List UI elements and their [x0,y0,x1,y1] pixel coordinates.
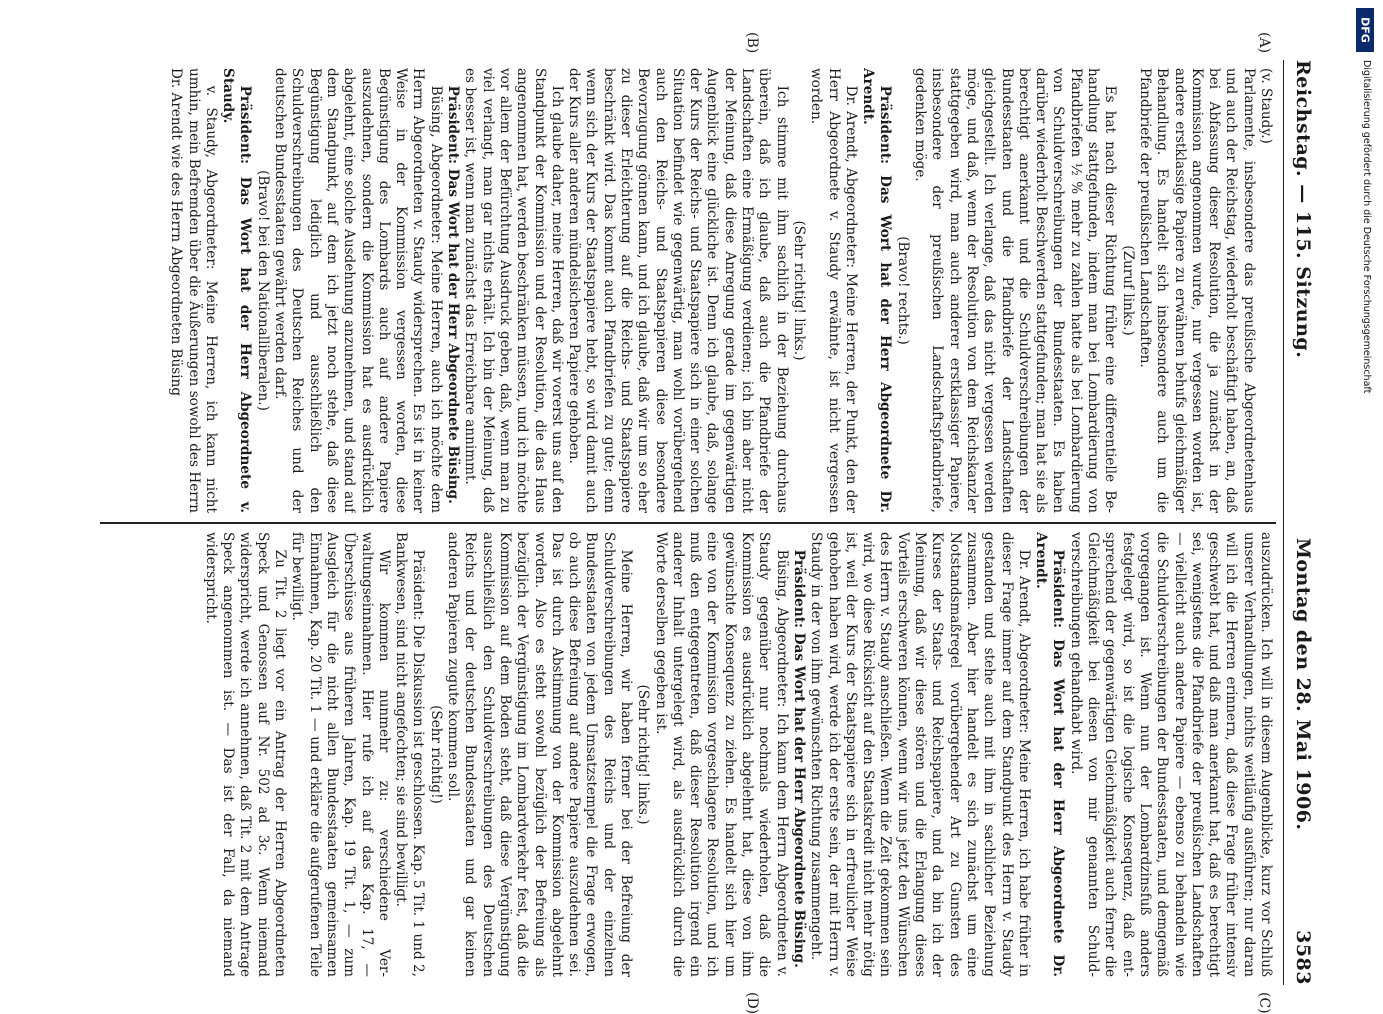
interjection: (Sehr richtig! links.) [635,684,652,825]
speech-paragraph: v. Staudy, Abgeordneter: Meine Herren, ich kann nicht umhin, mein Befremden über die Äußerungen sowohl des Herrn Dr. Arendt wie des Herrn Abgeordneten Büsing [168,68,219,513]
header-left: Reichstag. — 115. Sitzung. [1292,60,1314,359]
header-right [1292,538,1314,985]
margin-mark-d: (D) [744,992,760,1014]
president-remark: Präsident: Das Wort hat der Herr Abgeordnete Dr. Arendt. [1033,532,1067,977]
paragraph: Wir kommen nunmehr zu: verschiedene Verwaltungseinnahmen. Hier rufe ich auf das Kap. 17, — Überschüsse aus früheren Jahren, Kap. 19 Tit. 1, — zum Ausgleich für die nicht allen Bundesstaaten gemeinsamen Einnahmen, Kap. 20 Tit. 1 — und erkläre die aufgerufenen Teile für bewilligt. [289,532,392,977]
paragraph: Ich stimme mit ihm sachlich in der Beziehung durchaus überein, daß ich glaube, daß auch die Pfandbriefe der Landschaften eine Ermäßigung verdienen; ich bin aber nicht der Meinung, daß diese Anregung gerade im gegenwärtigen Augenblick eine glückliche ist. Denn ich glaube, daß, solange der Kurs der Reichs- und Staatspapiere sich in einer solchen Situation befindet wie gegenwärtig, man wohl vorübergehend auch den Reichs- und Staatspapieren diese besondere Bevorzugung gönnen kann, und ich glaube, daß wir um so eher zu dieser Erleichterung auf die Reichs- und Staatspapiere beschränkt wird. Das kommt auch Pfandbriefen zu gute; denn wenn sich der Kurs der Staatspapiere hebt, so wird damit auch der Kurs aller anderen mündelsicheren Papiere gehoben. [566,68,790,513]
president-remark: Präsident: Die Diskussion ist geschlossen. Kap. 5 Tit. 1 und 2, Bankwesen, sind nicht angefochten; sie sind bewilligt. [393,532,427,977]
interjection: (Zuruf links.) [1119,245,1136,336]
president-remark: Präsident: Das Wort hat der Herr Abgeordnete Dr. Arendt. [860,68,894,513]
president-remark: Präsident: Das Wort hat der Herr Abgeordnete v. Staudy. [220,68,254,513]
paragraph: Meine Herren, wir haben ferner bei der Befreiung der Schuldverschreibungen des Reichs und der einzelnen Bundesstaaten von jedem Umsatzstempel die Frage erwogen, ob auch diese Befreiung auf andere Papiere auszudehnen sei. Das ist durch Abstimmung von der Kommission abgelehnt worden. Also es steht sowohl bezüglich der Befreiung als bezüglich der Vergünstigung im Lombardverkehr fest, daß die Kommission auf dem Boden steht, daß diese Vergünstigung ausschließlich den Schuldverschreibungen des Deutschen Reichs und der deutschen Bundesstaaten und gar keinen anderen Papieren zugute kommen soll. [445,532,635,977]
interjection: (Sehr richtig! links.) [790,220,807,361]
dfg-logo: DFG [1356,8,1374,52]
interjection: (Sehr richtig!) [427,705,444,804]
interjection: (Bravo! rechts.) [894,236,911,345]
paragraph: Es hat nach dieser Richtung früher eine differentielle Behandlung stattgefunden, indem man bei Lombardierung von Pfandbriefen ½ % mehr zu zahlen hatte als bei Lombardierung von Schuldverschreibungen der Bundesstaaten. Es haben darüber wiederholt Beschwerden stattgefunden; man hat sie als berechtigt anerkannt und die Schuldverschreibungen der Bundesstaaten und die Pfandbriefe der Landschaften gleichgestellt. Ich verlange, daß das nicht vergessen werden möge, und daß, wenn der Resolution von dem Reichskanzler stattgegeben wird, man auch anderer erstklassiger Papiere, insbesondere der preußischen Landschaftspfandbriefe, gedenken möge. [912,68,1119,513]
president-remark: Präsident: Das Wort hat der Herr Abgeordnete Büsing. [790,549,807,968]
paragraph: Ich glaube daher, meine Herren, daß wir vorerst uns auf den Standpunkt der Kommission und der Resolution, die das Haus angenommen hat, werden beschränken müssen, und ich möchte vor allem der Befürchtung Ausdruck geben, daß, wenn man zu viel verlangt, man gar nichts erhält. Ich bin der Meinung, daß es besser ist, wenn man zunächst das Erreichbare annimmt. [462,68,565,513]
header-rule [1283,60,1284,985]
column-divider [100,522,1276,524]
interjection: (Bravo! bei den Nationalliberalen.) [254,170,271,411]
rotated-newspaper-page [95,32,1320,1014]
speech-paragraph: Büsing, Abgeordneter: Meine Herren, auch ich möchte dem Herrn Abgeordneten v. Staudy widersprechen. Es ist in keiner Weise in der Kommission vergessen worden, diese Begünstigung des Lombards auch auf andere Papiere auszudehnen, sondern die Kommission hat es ausdrücklich abgelehnt, eine solche Ausdehnung anzunehmen, und stand auf dem Standpunkt, auf dem ich jetzt noch stehe, daß diese Begünstigung lediglich und ausschließlich den Schuldverschreibungen des Deutschen Reiches und der deutschen Bundesstaaten gewährt werden darf. [272,68,444,513]
margin-mark-c: (C) [1256,992,1272,1014]
right-text-column [104,532,1274,977]
digitization-note: Digitalisierung gefördert durch die Deutsche Forschungsgemeinschaft [1361,60,1372,394]
paragraph: auszudrücken. Ich will in diesem Augenblicke, kurz vor Schluß unserer Verhandlungen, nichts weitläufig ausführen; nur daran will ich die Herren erinnern, daß diese Frage früher intensiv geschwebt hat, und daß man anerkannt hat, daß es berechtigt sei, wenigstens die Pfandbriefe der preußischen Landschaften — vielleicht auch andere Papiere — ebenso zu behandeln wie die Schuldverschreibungen der Bundesstaaten, und demgemäß vorgegangen ist. Wenn nun der Lombardzinsfuß anders festgelegt wird, so ist die logische Konsequenz, daß entsprechend der gegenwärtigen Gleichmäßigkeit auch ferner die Gleichmäßigkeit bei diesen von mir genannten Schuldverschreibungen gehandhabt wird. [1067,532,1274,977]
page-header [1280,60,1320,985]
header-date: Montag den 28. Mai 1906. [1292,537,1314,831]
president-remark: Präsident: Das Wort hat der Herr Abgeordnete Büsing. [445,85,462,504]
page-number: 3583 [1292,930,1314,985]
speech-paragraph: Dr. Arendt, Abgeordneter: Meine Herren, ich habe früher in dieser Frage immer auf dem Standpunkt des Herrn v. Staudy gestanden und stehe auch mit ihm in sachlicher Beziehung zusammen. Aber hier handelt es sich zunächst um eine Notstandsmaßregel vorübergehender Art zu Gunsten des Kurses der Staats- und Reichspapiere, und da bin ich der Meinung, daß wir diese stören und die Erlangung dieses Vorteils erschweren können, wenn wir uns jetzt den Wünschen des Herrn v. Staudy anschließen. Wenn die Zeit gekommen sein wird, wo diese Rücksicht auf den Staatskredit nicht mehr nötig ist, weil der Kurs der Staatspapiere sich in erfreulicher Weise gehoben haben wird, werde ich der erste sein, der mit Herrn v. Staudy in der von ihm gewünschten Richtung zusammengeht. [808,532,1032,977]
speech-paragraph: Büsing, Abgeordneter: Ich kann dem Herrn Abgeordneten v. Staudy gegenüber nur nochmals wiederholen, daß die Kommission es ausdrücklich abgelehnt hat, diese von ihm gewünschte Konsequenz zu ziehen. Es handelt sich hier um eine von der Kommission vorgeschlagene Resolution, und ich muß den entgegentreten, daß dieser Resolution irgend ein anderer Inhalt untergelegt wird, als ausdrücklich durch die Worte derselben gegeben ist. [652,532,790,977]
left-text-column [104,68,1274,513]
margin-mark-a: (A) [1256,32,1272,54]
paragraph: Parlamente, insbesondere das preußische Abgeordnetenhaus und auch der Reichstag, wiederholt beschäftigt haben, an, daß bei Abfassung dieser Resolution, die ja zunächst in der Kommission angenommen wurde, nur vergessen worden ist, andere erstklassige Papiere zu erwähnen behufs gleichmäßiger Behandlung. Es handelt sich insbesondere auch um die Pfandbriefe der preußischen Landschaften. [1136,68,1257,513]
speaker-marker: (v. Staudy.) [1258,68,1274,144]
speech-paragraph: Dr. Arendt, Abgeordneter: Meine Herren, der Punkt, den der Herr Abgeordnete v. Staudy erwähnte, ist nicht vergessen worden. [808,68,859,513]
paragraph: Zu Tit. 2 liegt vor ein Antrag der Herren Abgeordneten Speck und Genossen auf Nr. 502 ad 3c. Wenn niemand widerspricht, werde ich annehmen, daß Tit. 2 mit dem Antrage Speck angenommen ist. — Das ist der Fall, da niemand widerspricht. [202,532,289,977]
margin-mark-b: (B) [744,32,760,54]
